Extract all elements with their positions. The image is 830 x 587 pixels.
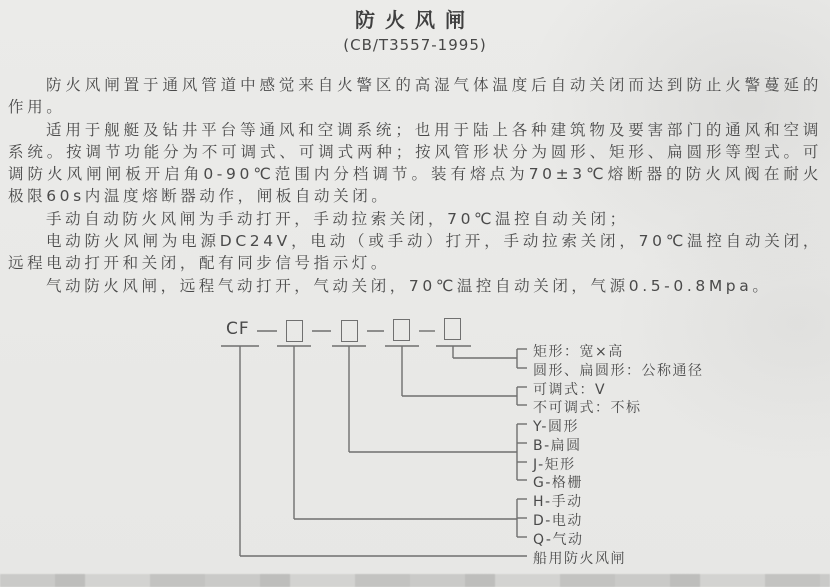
diagram-label-b-flat-round: B-扁圆 [533,438,582,454]
standard-number: (CB/T3557-1995) [343,36,487,54]
paragraph-pneumatic: 气动防火风闸，远程气动打开，气动关闭，70℃温控自动关闭，气源0.5-0.8Mpa。 [46,276,772,295]
paragraph-application: 适用于舰艇及钻井平台等通风和空调系统；也用于陆上各种建筑物及要害部门的通风和空调系统。按调节功能分为不可调式、可调式两种；按风管形状分为圆形、矩形、扁圆形等型式。可调防火风闸闸板开启角0-90℃范围内分档调节。装有熔点为70±3℃熔断器的防火风阀在耐火极限60s内温度熔断器动作，闸板自动关闭。 [8,120,822,206]
model-code-box-4 [444,318,461,340]
diagram-label-rect-size: 矩形：宽×高 [533,344,624,360]
paragraph-electric: 电动防火风闸为电源DC24V，电动（或手动）打开，手动拉索关闭，70℃温控自动关闭，远程电动打开和关闭，配有同步信号指示灯。 [8,232,822,273]
diagram-label-round-size: 圆形、扁圆形：公称通径 [533,363,704,379]
paragraph-intro: 防火风闸置于通风管道中感觉来自火警区的高湿气体温度后自动关闭而达到防止火警蔓延的作用。 [8,76,822,117]
model-code-prefix: CF [226,319,250,339]
diagram-label-adjustable: 可调式：V [533,382,607,398]
page-title: 防火风闸 [355,8,475,32]
diagram-label-g-grille: G-格栅 [533,475,583,491]
diagram-label-h-manual: H-手动 [533,494,583,510]
diagram-label-marine-damper: 船用防火风闸 [533,551,626,567]
diagram-label-y-round: Y-圆形 [533,419,579,435]
model-code-box-3 [393,319,410,341]
diagram-label-j-rect: J-矩形 [533,457,576,473]
model-code-box-2 [341,320,358,342]
diagram-label-d-electric: D-电动 [533,513,583,529]
model-code-box-1 [286,320,303,342]
paragraph-manual: 手动自动防火风闸为手动打开，手动拉索关闭，70℃温控自动关闭； [46,209,629,228]
diagram-label-nonadjustable: 不可调式：不标 [533,400,642,416]
diagram-label-q-pneumatic: Q-气动 [533,532,584,548]
